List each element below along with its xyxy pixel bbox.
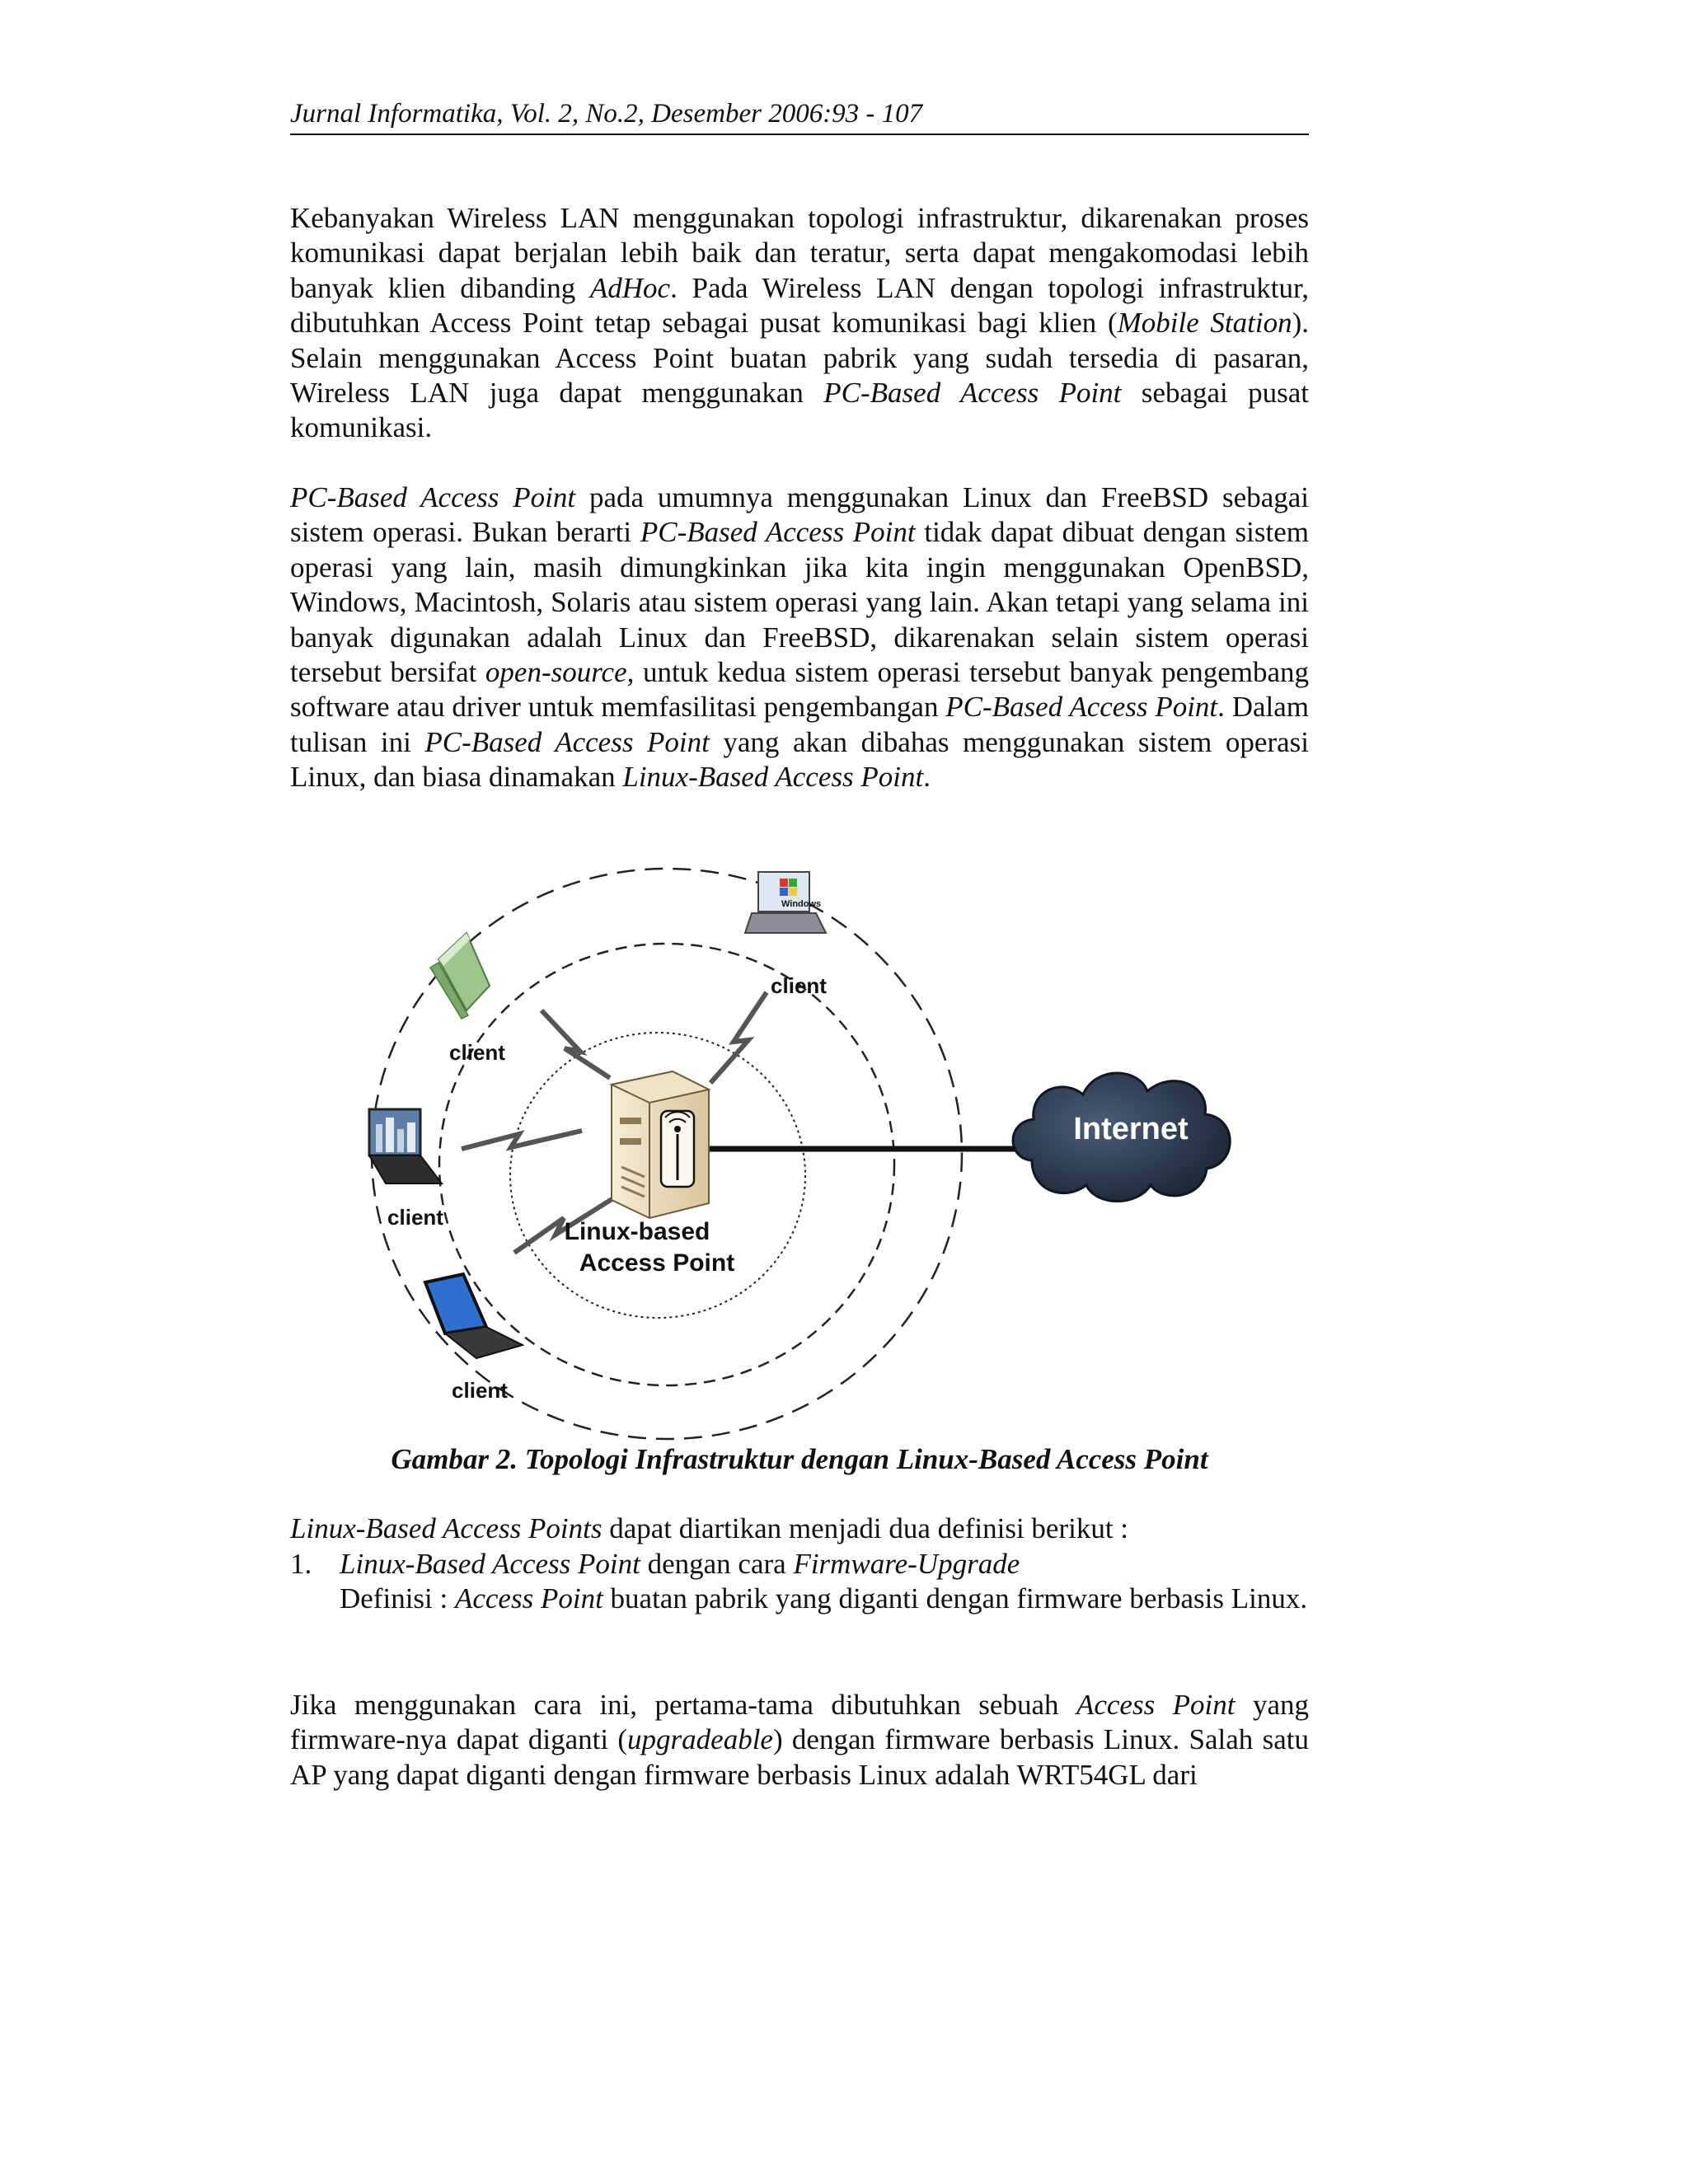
italic-term: Access Point — [1076, 1689, 1236, 1721]
list-item-body — [340, 1547, 1309, 1617]
ap-label-line2: Access Point — [579, 1249, 735, 1277]
topology-figure — [290, 854, 1309, 1447]
italic-term: Firmware-Upgrade — [793, 1548, 1020, 1580]
italic-term: Linux-Based Access Point — [340, 1548, 640, 1580]
italic-term: PC-Based Access Point — [945, 691, 1218, 724]
italic-term: Mobile Station — [1117, 307, 1292, 340]
text-span: pada umumnya menggunakan Linux dan FreeBSD sebagai sistem operasi. Bukan berarti — [290, 481, 1309, 549]
text-span: . — [923, 761, 931, 794]
text-span: sebagai pusat komunikasi. — [290, 377, 1310, 444]
client-label: client — [771, 973, 827, 998]
paragraph-4 — [290, 1688, 1309, 1793]
list-item-title — [340, 1547, 1309, 1582]
ap-label-line1: Linux-based — [564, 1218, 710, 1245]
client-label: client — [452, 1378, 508, 1403]
text-span: Jika menggunakan cara ini, pertama-tama dibutuhkan sebuah — [290, 1689, 1076, 1721]
text-span: dengan cara — [640, 1548, 794, 1580]
windows-logo-text: Windows — [781, 899, 822, 909]
client-laptop-icon — [369, 1109, 442, 1183]
client-laptop-icon — [430, 933, 490, 1019]
italic-term: PC-Based Access Point — [290, 481, 576, 513]
italic-term: Linux-Based Access Point — [622, 761, 924, 794]
italic-term: PC-Based Access Point — [640, 516, 916, 549]
definitions-intro — [290, 1511, 1309, 1546]
italic-term: AdHoc — [589, 271, 671, 304]
italic-term: PC-Based Access Point — [823, 377, 1122, 410]
text-span: buatan pabrik yang diganti dengan firmware berbasis Linux. — [603, 1582, 1308, 1615]
internet-label: Internet — [1073, 1112, 1189, 1146]
text-span: yang firmware-nya dapat diganti ( — [290, 1689, 1309, 1756]
text-span: ) dengan firmware berbasis Linux. Salah satu AP yang dapat diganti dengan firmware berbasis Linux adalah WRT54GL dari — [290, 1723, 1309, 1791]
text-span: yang akan dibahas menggunakan sistem operasi Linux, dan biasa dinamakan — [290, 725, 1309, 794]
paragraph-1 — [290, 201, 1309, 446]
access-point-server-icon — [612, 1071, 709, 1218]
figure-caption: Gambar 2. Topologi Infrastruktur dengan Linux-Based Access Point — [391, 1443, 1208, 1475]
text-span: . Pada Wireless LAN dengan topologi infrastruktur, dibutuhkan Access Point tetap sebagai pusat komunikasi bagi klien ( — [290, 271, 1309, 340]
client-laptop-icon — [425, 1274, 523, 1358]
text-span: Definisi : — [340, 1582, 455, 1615]
client-label: client — [387, 1205, 443, 1230]
italic-term: Access Point — [454, 1582, 603, 1615]
client-label: client — [449, 1040, 505, 1065]
topology-diagram — [290, 854, 1309, 1447]
text-span: tidak dapat dibuat dengan sistem operasi yang lain, masih dimungkinkan jika kita ingin menggunakan OpenBSD, Windows, Macintosh, Solaris atau sistem operasi yang lain. Akan tetapi yang selama ini banyak digunakan adalah Linux dan FreeBSD, dikarenakan selain sistem operasi tersebut bersifat — [290, 516, 1310, 689]
text-span: Kebanyakan Wireless LAN menggunakan topologi infrastruktur, dikarenakan proses komunikasi dapat berjalan lebih baik dan teratur, serta dapat mengakomodasi lebih banyak klien dibanding — [290, 202, 1309, 304]
text-span: untuk kedua sistem operasi tersebut banyak pengembang software atau driver untuk memfasilitasi pengembangan — [290, 656, 1309, 724]
paragraph-2 — [290, 480, 1309, 795]
italic-term: open-source, — [485, 656, 635, 689]
italic-term: upgradeable — [627, 1723, 773, 1756]
text-span: dapat diartikan menjadi dua definisi berikut : — [602, 1512, 1129, 1544]
list-item-definition — [340, 1582, 1309, 1616]
wireless-link-icon — [710, 992, 767, 1083]
wireless-link-icon — [462, 1131, 582, 1149]
list-number: 1. — [290, 1548, 312, 1580]
running-header: Jurnal Informatika, Vol. 2, No.2, Desember 2006:93 - 107 — [290, 97, 1309, 135]
text-span: . Dalam tulisan ini — [290, 691, 1310, 758]
text-span: ). Selain menggunakan Access Point buatan pabrik yang sudah tersedia di pasaran, Wireless LAN juga dapat menggunakan — [290, 307, 1309, 410]
italic-term: PC-Based Access Point — [424, 725, 710, 758]
list-item — [290, 1547, 1309, 1617]
italic-term: Linux-Based Access Points — [290, 1512, 603, 1544]
